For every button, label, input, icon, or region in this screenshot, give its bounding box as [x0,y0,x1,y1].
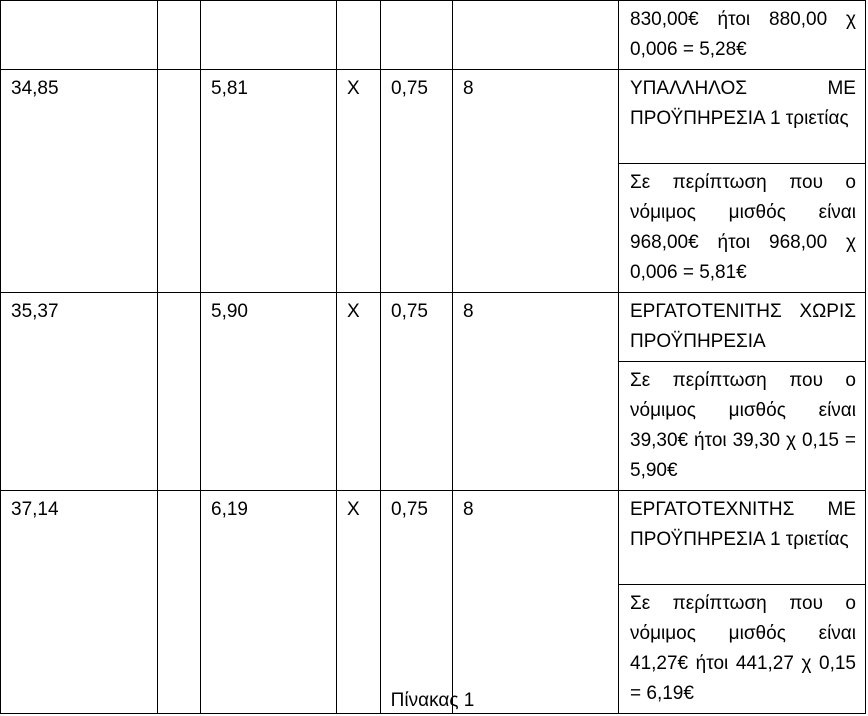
cell-description: 830,00€ ήτοι 880,00 χ 0,006 = 5,28€ [619,1,866,70]
table-row [1,293,866,362]
cell-value-b: 6,19 [201,491,337,714]
cell-operator [337,1,381,70]
cell-value-a [1,1,158,70]
cell-factor: 0,75 [381,293,453,491]
cell-operator: Χ [337,491,381,714]
cell-blank [158,1,201,70]
cell-hours: 8 [453,491,619,714]
table-row [1,491,866,585]
cell-hours [453,1,619,70]
cell-blank [158,70,201,293]
cell-value-b: 5,90 [201,293,337,491]
cell-factor [381,1,453,70]
cell-blank [158,293,201,491]
table-row [1,1,866,70]
cell-operator: Χ [337,70,381,293]
table-caption: Πίνακας 1 [390,690,475,711]
cell-job-title: ΕΡΓΑΤΟΤΕΧΝΙΤΗΣ ΜΕ ΠΡΟΫΠΗΡΕΣΙΑ 1 τριετίας [619,491,866,585]
cell-value-a: 37,14 [1,491,158,714]
cell-factor: 0,75 [381,70,453,293]
cell-hours: 8 [453,293,619,491]
cell-value-b: 5,81 [201,70,337,293]
cell-job-title: ΥΠΑΛΛΗΛΟΣ ΜΕ ΠΡΟΫΠΗΡΕΣΙΑ 1 τριετίας [619,70,866,164]
cell-description: Σε περίπτωση που ο νόμιμος μισθός είναι 41,27€ ήτοι 441,27 χ 0,15 = 6,19€ [619,585,866,714]
table-row [1,70,866,164]
cell-value-b [201,1,337,70]
cell-blank [158,491,201,714]
cell-value-a: 35,37 [1,293,158,491]
cell-factor: 0,75 [381,491,453,714]
cell-value-a: 34,85 [1,70,158,293]
cell-hours: 8 [453,70,619,293]
cell-description: Σε περίπτωση που ο νόμιμος μισθός είναι 39,30€ ήτοι 39,30 χ 0,15 = 5,90€ [619,362,866,491]
cell-description: Σε περίπτωση που ο νόμιμος μισθός είναι 968,00€ ήτοι 968,00 χ 0,006 = 5,81€ [619,164,866,293]
cell-operator: Χ [337,293,381,491]
cell-job-title: ΕΡΓΑΤΟΤΕΝΙΤΗΣ ΧΩΡΙΣ ΠΡΟΫΠΗΡΕΣΙΑ [619,293,866,362]
